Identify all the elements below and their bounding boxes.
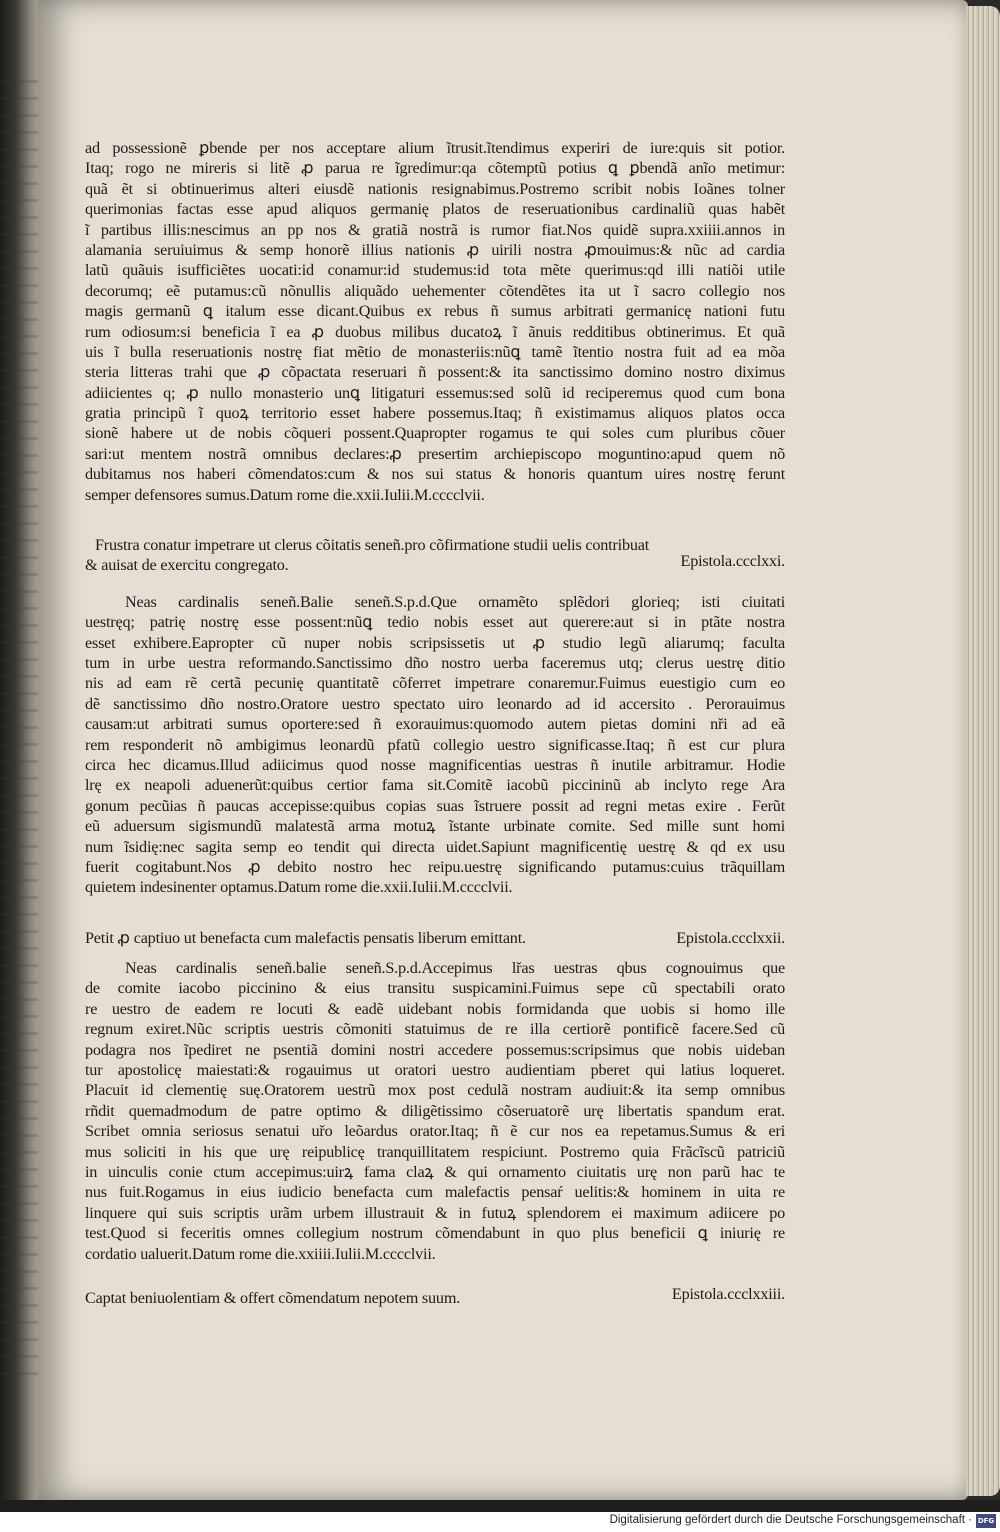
text-line: num ĩsidię:nec sagita semp eo tendit qui directa uidet.Sapiunt magnificentię uestrę & qd ex usu xyxy=(85,837,785,856)
text-line: fuerit cogitabunt.Nos ꝓ debito nostro hec reipu.uestrę significando putamus:cuius trãquillam xyxy=(85,857,785,876)
text-line: esset exhibere.Eapropter cũ nuper nobis scripsissetis ut ꝓ studio legũ aliarumq; faculta xyxy=(85,633,785,652)
heading-line: & auisat de exercitu congregato. xyxy=(85,556,289,575)
text-line: tum in urbe uestra reformando.Sanctissimo dño nostro uerba faceremus utq; clerus uestrę ditio xyxy=(85,653,785,672)
heading-epistola-ccclxxiii xyxy=(85,1284,785,1308)
letter-body-ccclxxi xyxy=(85,592,785,898)
left-page-bleed-text xyxy=(0,80,38,1380)
scan-background xyxy=(0,1500,1000,1512)
text-line: uis ĩ bulla reseruationis nostrę fiat mẽtio de monasteriis:nũꝗ tamẽ ĩtentio nostra fuit ad ea mõa xyxy=(85,342,785,361)
page-text xyxy=(85,138,785,1308)
text-line: in uinculis conie ctum accepimus:uirꝝ fama claꝝ & qui ornamento ciuitatis urę non parũ hac te xyxy=(85,1162,785,1181)
text-line: Placuit id clementię suę.Oratorem uestrũ mox post cedulã nostram audiuit:& ita semp omnibus xyxy=(85,1081,785,1100)
text-line: ĩ partibus illis:nescimus an pp nos & gratiã nostrã is rumor fiat.Nos quidẽ supra.xxiiii.annos in xyxy=(85,220,785,239)
epistola-number: Epistola.ccclxxi. xyxy=(680,552,785,571)
heading-epistola-ccclxxii xyxy=(85,928,785,948)
text-line: rñdit quemadmodum de patre optimo & diligẽtissimo cõseruatorẽ urę libertatis spandum erat. xyxy=(85,1101,785,1120)
text-line: rum odiosum:si beneficia ĩ ea ꝓ duobus milibus ducatoꝝ ĩ ãnuis redditibus obtinerimus. Et quã xyxy=(85,322,785,341)
text-line: nis ad eam rẽ certã pecunię quantitatẽ cõferret impetrare conaremur.Fuimus euestigio cum eo xyxy=(85,674,785,693)
text-line: uestręq; patrię nostrę esse possent:nũꝗ tedio nobis esset aut querere:aut si in ptãte nostra xyxy=(85,613,785,632)
text-line: re uestro de eadem re locuti & eadẽ uidebant nobis formidanda que uobis si homo ille xyxy=(85,999,785,1018)
epistola-number: Epistola.ccclxxii. xyxy=(676,928,785,947)
text-line: Itaq; rogo ne mireris si litẽ ꝓ parua re ĩgredimur:qa cõtemptũ potius ꝗ ꝑbendã anĩo metimur: xyxy=(85,159,785,178)
heading-epistola-ccclxxi xyxy=(85,535,785,576)
text-line: Neas cardinalis seneñ.Balie seneñ.S.p.d.Que ornamẽto splẽdori glorieq; isti ciuitati xyxy=(125,592,785,611)
letter-body-ccclxx xyxy=(85,138,785,505)
text-line: gratia principũ ĩ quoꝝ territorio esset habere possemus.Itaq; ñ existimamus aliquos platos occa xyxy=(85,404,785,423)
text-line: rem responderit nõ ambigimus leonardũ pfatũ collegio uestro significasse.Itaq; ñ est cur plura xyxy=(85,735,785,754)
text-line: adiicientes q; ꝓ nullo monasterio unꝗ litigaturi essemus:sed solũ id reciperemus quod cum bona xyxy=(85,383,785,402)
text-line: cordatio ualuerit.Datum rome die.xxiiii.Iulii.M.cccclvii. xyxy=(85,1244,436,1263)
heading-line: Captat beniuolentiam & offert cõmendatum nepotem suum. xyxy=(85,1288,461,1307)
text-line: steria litteras trahi que ꝓ cõpactata reseruari ñ possent:& ita sanctissimo domino nostro diximus xyxy=(85,363,785,382)
text-line: podagra nos ĩpediret ne psentiã domini nostri accedere possemus:scripsimus que nobis uideban xyxy=(85,1040,785,1059)
page-fore-edge xyxy=(966,6,1000,1496)
text-line: Scribet omnia seriosus senatui uřo leõardus orator.Itaq; ñ ẽ cur nos ea repetamus.Sumus & eri xyxy=(85,1122,785,1141)
text-line: alamania seruiuimus & semp honorẽ illius nationis ꝓ uirili nostra ꝓmouimus:& nũc ad cardia xyxy=(85,240,785,259)
text-line: mus soliciti in his que urę reipublicę tranquillitatem respiciunt. Postremo quia Frãcĩscũ patriciũ xyxy=(85,1142,785,1161)
epistola-number: Epistola.ccclxxiii. xyxy=(671,1284,785,1303)
text-line: gonum pecũias ñ paucas accepisse:quibus copias suas ĩstruere possit ad regni metas exire . Ferũt xyxy=(85,796,785,815)
text-line: regnum exiret.Nũc scriptis uestris cõmoniti statuimus de re illa certiorẽ pontificẽ facere.Sed cũ xyxy=(85,1020,785,1039)
text-line: causam:ut arbitrati sumus oportere:sed ñ exorauimus:quomodo autem pietas domini nři ad eã xyxy=(85,715,785,734)
text-line: Neas cardinalis seneñ.balie seneñ.S.p.d.Accepimus lřas uestras qbus cognouimus que xyxy=(125,959,785,978)
text-line: tur apostolicę maiestati:& rogauimus ut oratori uestro audientiam pberet qui latius loqueret. xyxy=(85,1061,785,1080)
heading-line: Frustra conatur impetrare ut clerus cõitatis seneñ.pro cõfirmatione studii uelis contribuat xyxy=(95,536,650,555)
dfg-logo-icon: DFG xyxy=(976,1514,996,1528)
text-line: decorumq; eẽ putamus:cũ nõnullis aliquãdo uehementer cõtendẽtes ita ut ĩ sacro collegio nos xyxy=(85,281,785,300)
letter-body-ccclxxii xyxy=(85,958,785,1264)
text-line: lrę ex neapoli aduenerũt:quibus certior fama sit.Comitẽ iacobũ piccininũ ab inclyto rege Ara xyxy=(85,776,785,795)
text-line: semper defensores sumus.Datum rome die.xxii.Iulii.M.cccclvii. xyxy=(85,485,485,504)
text-line: magis germanũ ꝗ italum esse dicant.Quibus ex rebus ñ sumus arbitrati germanicę nationi futu xyxy=(85,302,785,321)
text-line: quã ẽt si obtinuerimus alteri eiusdẽ nationis resignabimus.Postremo scribit nobis Ioãnes tolner xyxy=(85,179,785,198)
text-line: nus fuit.Rogamus in eius iudicio benefacta cum malefactis pensaŕ uelitis:& hominem in uita re xyxy=(85,1183,785,1202)
text-line: dẽ sanctissimo dño nostro.Oratore uestro spectato uiro leonardo ad id accersito . Perorauimus xyxy=(85,694,785,713)
text-line: sari:ut mentem nostrã omnibus declares:ꝓ presertim archiepiscopo moguntino:apud quem nõ xyxy=(85,444,785,463)
text-line: test.Quod si feceritis omnes collegium nostrum cõmendabunt in quo plus beneficii ꝗ iniurię re xyxy=(85,1224,785,1243)
text-line: sionẽ habere ut de nobis cõqueri possent.Quapropter rogamus te qui soles cum pluribus cõuer xyxy=(85,424,785,443)
text-line: quietem indesinenter optamus.Datum rome die.xxii.Iulii.M.cccclvii. xyxy=(85,878,513,897)
funding-credit: Digitalisierung gefördert durch die Deutsche Forschungsgemeinschaft · xyxy=(609,1514,972,1526)
text-line: circa hec dicamus.Illud adiicimus quod nosse magnificentias uestras ñ inutile arbitramur. Hodie xyxy=(85,755,785,774)
text-line: latũ quãuis isufficiẽtes uocati:id conamur:id studemus:id tota mẽte querimus:qd illi natiõi utile xyxy=(85,261,785,280)
text-line: ad possessionẽ ꝑbende per nos acceptare alium ĩtrusit.ĩtendimus experiri de iure:quis sit potior. xyxy=(85,139,785,157)
text-line: linquere qui suis scriptis urãm urbem illustrauit & in futuꝝ splendorem ei maximum adiicere po xyxy=(85,1203,785,1222)
text-line: eũ aduersum sigismundũ malatestã arma motuꝝ ĩstante urbinate comite. Sed mille sunt homi xyxy=(85,817,785,836)
text-line: querimonias factas esse apud aliquos germanię platos de reseruationibus cardinaliũ quas habẽt xyxy=(85,200,785,219)
text-line: dubitamus nos haberi cõmendatos:cum & nos sui status & honoris quantum uires nostrę ferunt xyxy=(85,465,785,484)
heading-line: Petit ꝓ captiuo ut benefacta cum malefactis pensatis liberum emittant. xyxy=(85,928,526,947)
text-line: de comite iacobo piccinino & eius transitu suspicamini.Fuimus sepe cũ spectabili orato xyxy=(85,979,785,998)
